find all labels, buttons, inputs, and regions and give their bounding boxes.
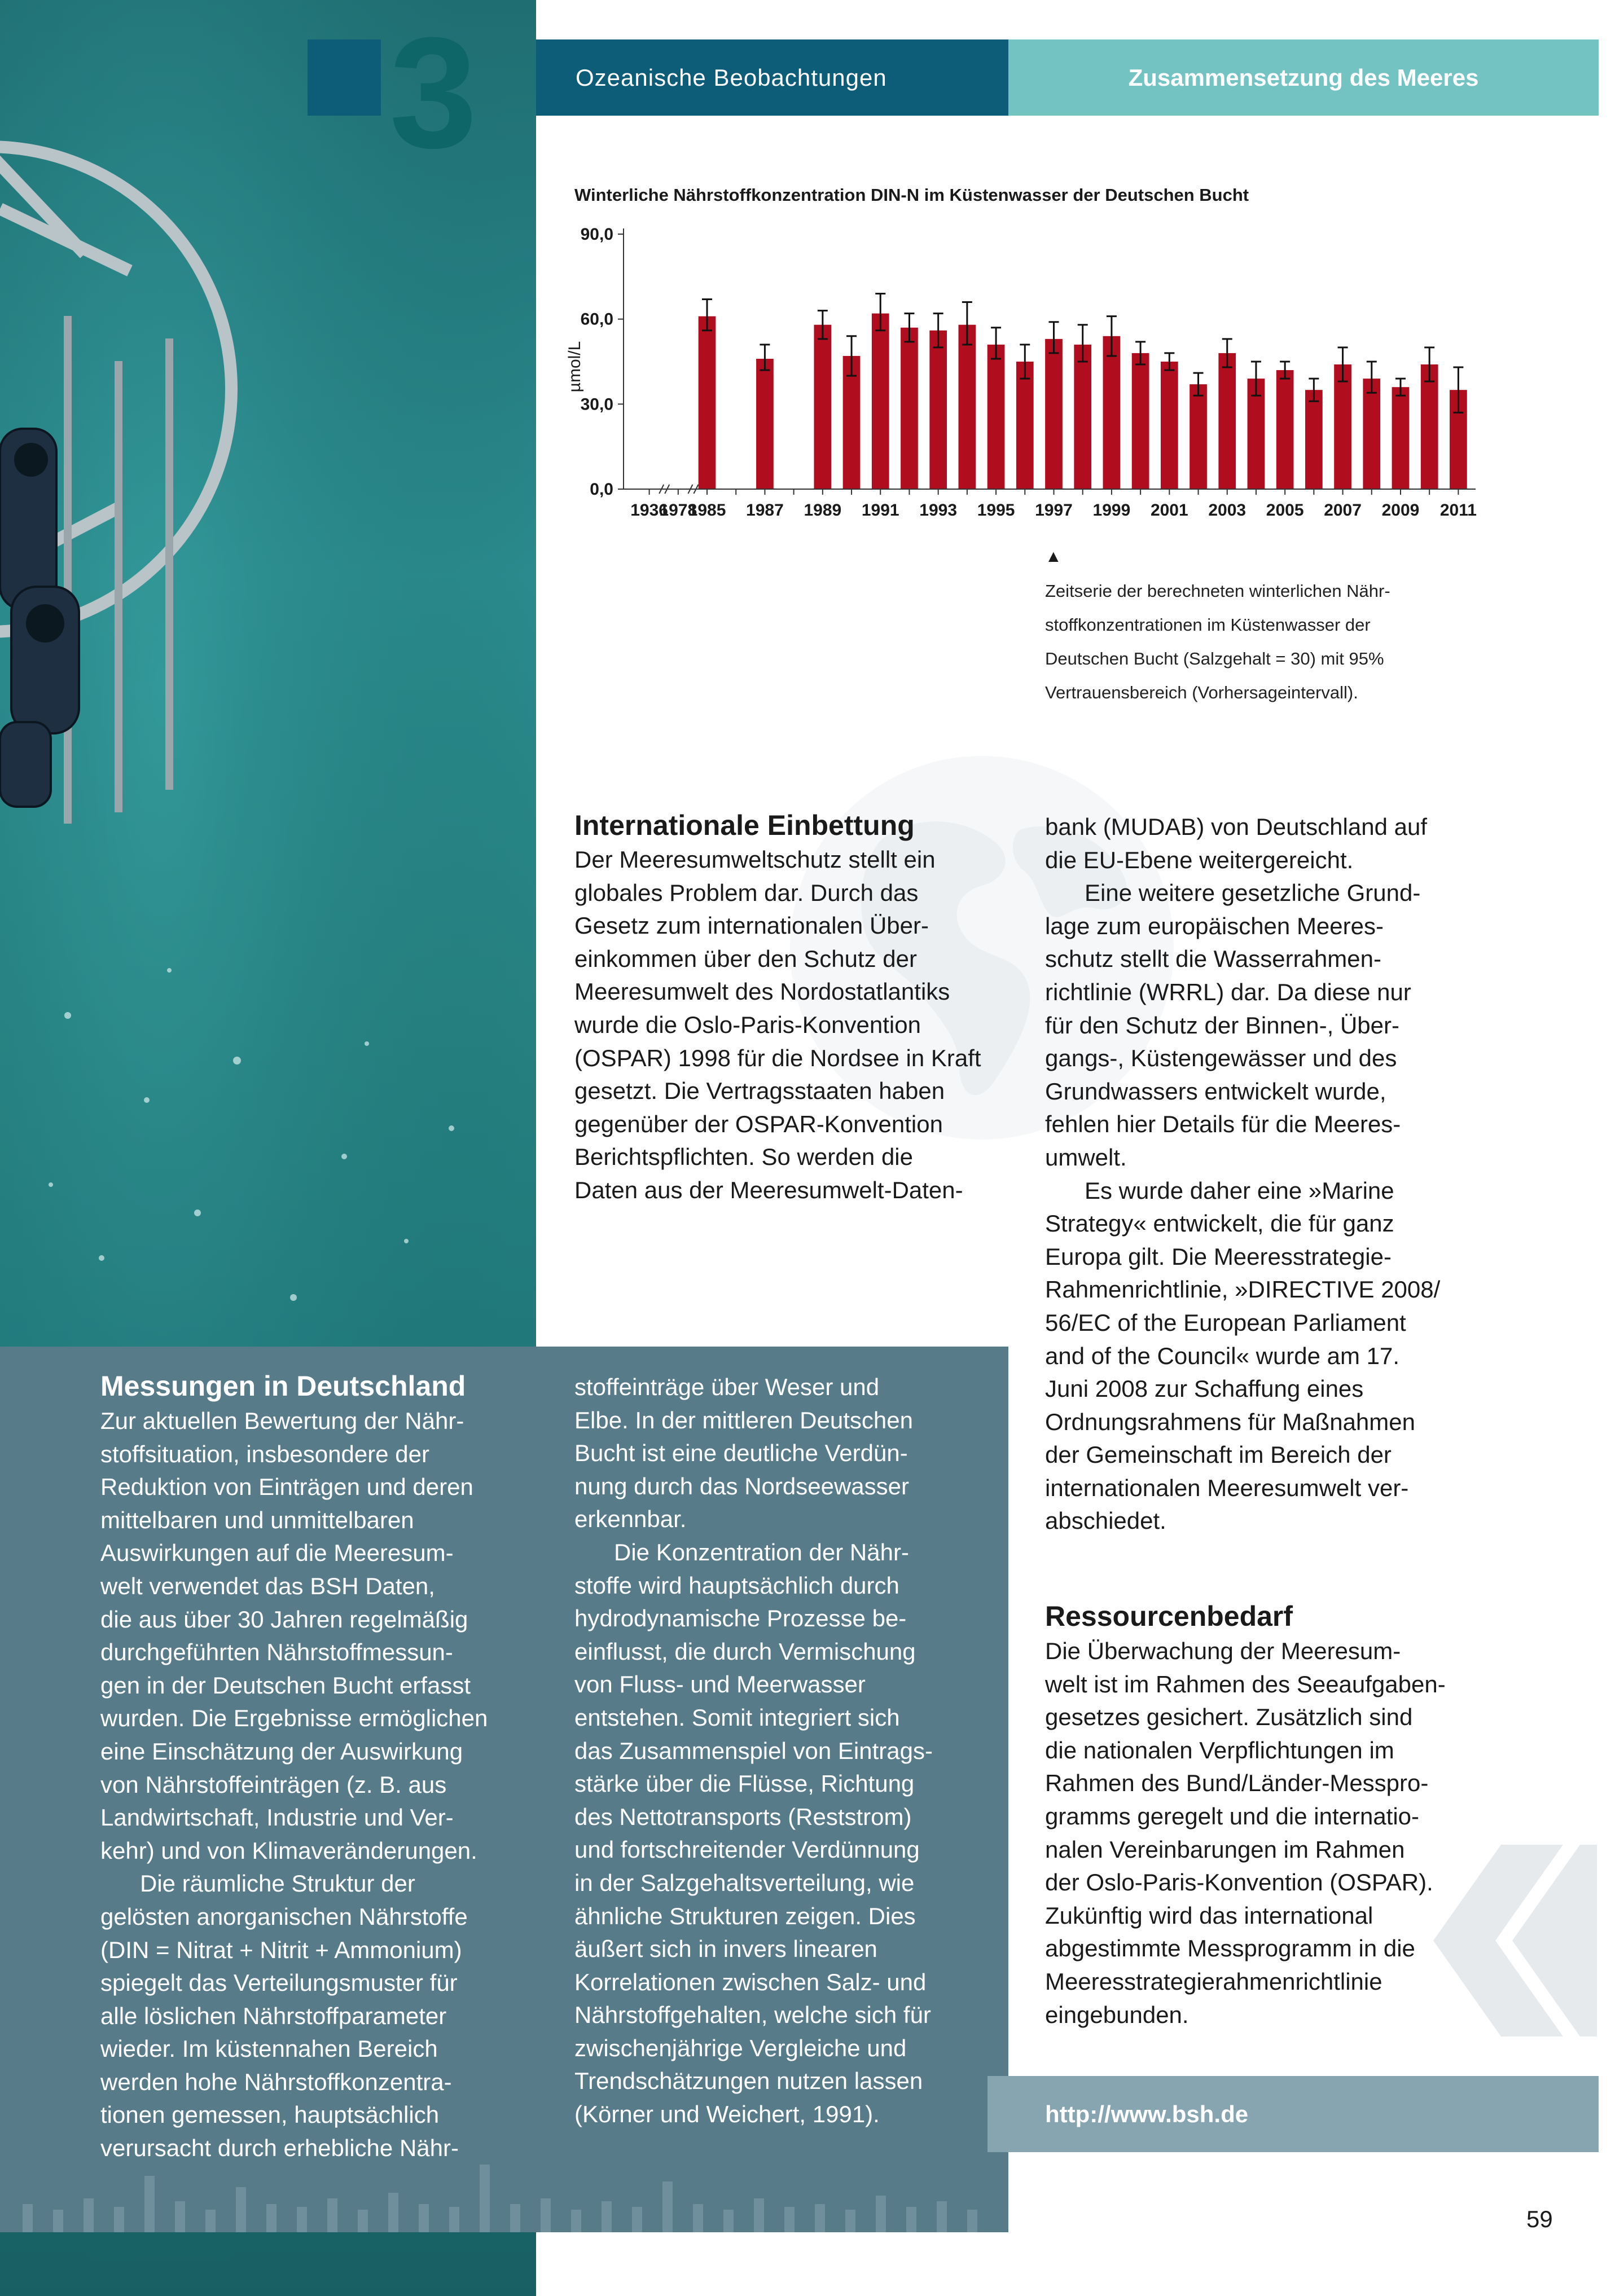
chart-y-tick-label: 90,0 [580, 225, 613, 244]
text-line: Elbe. In der mittleren Deutschen [574, 1406, 913, 1433]
chart-bar [1103, 336, 1121, 489]
messungen-column-1 [100, 1405, 541, 2165]
chapter-marker-bar [308, 39, 381, 116]
pattern-bar [815, 2204, 825, 2232]
pattern-bar [358, 2210, 368, 2232]
chart-x-tick-label: 2003 [1208, 501, 1246, 520]
text-line: stoffe wird hauptsächlich durch [574, 1572, 899, 1599]
section-header-left: Ozeanische Beobachtungen [536, 39, 1008, 116]
chart-bar [1016, 362, 1034, 489]
pattern-bar [84, 2198, 94, 2232]
chart-y-tick-label: 60,0 [580, 310, 613, 329]
pattern-bar [297, 2207, 307, 2232]
section-header-right: Zusammensetzung des Meeres [1008, 39, 1599, 116]
chart-x-tick-label: 2007 [1324, 501, 1362, 520]
text-line: ähnliche Strukturen zeigen. Dies [574, 1902, 916, 1929]
text-line: nalen Vereinbarungen im Rahmen [1045, 1836, 1405, 1863]
pattern-bar [53, 2210, 63, 2232]
text-line: Die räumliche Struktur der [140, 1870, 415, 1897]
caption-line: stoffkonzentrationen im Küstenwasser der [1045, 615, 1371, 635]
chart-bar [1421, 364, 1438, 489]
text-line: mittelbaren und unmittelbaren [100, 1506, 414, 1533]
text-line: alle löslichen Nährstoffparameter [100, 2002, 447, 2029]
text-line: einflusst, die durch Vermischung [574, 1638, 916, 1665]
text-line: internationalen Meeresumwelt ver- [1045, 1474, 1409, 1501]
text-line: Eine weitere gesetzliche Grund- [1085, 879, 1421, 907]
pattern-bar [327, 2198, 337, 2232]
text-line: umwelt. [1045, 1143, 1127, 1171]
pattern-bar [662, 2181, 673, 2232]
pattern-bar [876, 2196, 886, 2232]
pattern-bar [144, 2176, 155, 2232]
text-line: von Nährstoffeinträgen (z. B. aus [100, 1771, 447, 1798]
chart-bar [929, 331, 947, 489]
pattern-bar [388, 2193, 398, 2232]
heading-internationale-einbettung: Internationale Einbettung [574, 810, 915, 841]
website-link[interactable]: http://www.bsh.de [987, 2076, 1599, 2152]
pattern-bar [602, 2201, 612, 2232]
text-line: Der Meeresumweltschutz stellt ein [574, 846, 936, 873]
text-line: Juni 2008 zur Schaffung eines [1045, 1375, 1364, 1402]
chart-x-tick-label: 1985 [688, 501, 726, 520]
text-line: Strategy« entwickelt, die für ganz [1045, 1210, 1394, 1237]
internationale-column-1 [574, 843, 1015, 1207]
text-line: äußert sich in invers linearen [574, 1936, 877, 1963]
text-line: abgestimmte Messprogramm in die [1045, 1935, 1415, 1962]
chart-bar [1363, 379, 1380, 489]
pattern-bar [510, 2204, 520, 2232]
text-line: Korrelationen zwischen Salz- und [574, 1968, 927, 1995]
text-line: eine Einschätzung der Auswirkung [100, 1738, 463, 1765]
chart-bar [756, 359, 774, 489]
chart-y-axis-label: µmol/L [565, 341, 584, 393]
chart-bar [959, 325, 976, 489]
pattern-bar [114, 2207, 124, 2232]
chart-bar [872, 314, 889, 489]
text-line: welt ist im Rahmen des Seeaufgaben- [1045, 1670, 1446, 1697]
chart-y-tick-label: 30,0 [580, 395, 613, 414]
pattern-bar [723, 2210, 734, 2232]
text-line: wieder. Im küstennahen Bereich [100, 2035, 438, 2062]
chart-x-tick-label: 2001 [1150, 501, 1188, 520]
text-line: Zur aktuellen Bewertung der Nähr- [100, 1407, 464, 1434]
chart-bar [1132, 353, 1149, 489]
text-line: Es wurde daher eine »Marine [1085, 1177, 1394, 1204]
chart-bar [901, 328, 918, 489]
text-line: gesetzes gesichert. Zusätzlich sind [1045, 1704, 1413, 1731]
text-line: Die Konzentration der Nähr- [614, 1538, 909, 1565]
chart-bar [1190, 384, 1207, 489]
pattern-bar [784, 2207, 795, 2232]
text-line: für den Schutz der Binnen-, Über- [1045, 1011, 1399, 1039]
page-number: 59 [1526, 2206, 1553, 2232]
pattern-bar [754, 2198, 764, 2232]
text-line: richtlinie (WRRL) dar. Da diese nur [1045, 978, 1411, 1005]
chart-bar [987, 345, 1005, 489]
text-line: einkommen über den Schutz der [574, 945, 918, 972]
text-line: durchgeführten Nährstoffmessun- [100, 1639, 453, 1666]
text-line: werden hohe Nährstoffkonzentra- [100, 2068, 452, 2095]
heading-messungen-in-deutschland: Messungen in Deutschland [100, 1370, 466, 1402]
text-line: entstehen. Somit integriert sich [574, 1704, 900, 1731]
pattern-bar [266, 2204, 276, 2232]
text-line: gelösten anorganischen Nährstoffe [100, 1903, 468, 1930]
text-line: Zukünftig wird das international [1045, 1902, 1373, 1929]
chart-x-tick-label: 1991 [861, 501, 899, 520]
chart-bar [1392, 387, 1410, 489]
chart-x-tick-label: 2005 [1266, 501, 1304, 520]
chart-x-tick-label: 1999 [1092, 501, 1131, 520]
text-line: spiegelt das Verteilungsmuster für [100, 1969, 458, 1996]
internationale-column-2 [1045, 811, 1553, 1538]
text-line: Auswirkungen auf die Meeresum- [100, 1540, 454, 1567]
pattern-bar [906, 2207, 916, 2232]
caption-line: Vertrauensbereich (Vorhersageintervall). [1045, 683, 1358, 702]
chart-x-tick-label: 2009 [1381, 501, 1420, 520]
text-line: (DIN = Nitrat + Nitrit + Ammonium) [100, 1936, 462, 1963]
text-line: nung durch das Nordseewasser [574, 1472, 910, 1499]
text-line: Rahmenrichtlinie, »DIRECTIVE 2008/ [1045, 1276, 1441, 1303]
pattern-bar [541, 2198, 551, 2232]
decorative-bar-pattern [23, 2161, 1004, 2232]
text-line: Trendschätzungen nutzen lassen [574, 2068, 923, 2095]
chart-bar [699, 316, 716, 489]
text-line: erkennbar. [574, 1506, 687, 1533]
text-line: die aus über 30 Jahren regelmäßig [100, 1606, 468, 1633]
caption-line: Deutschen Bucht (Salzgehalt = 30) mit 95% [1045, 649, 1384, 668]
chart-x-tick-label: 1987 [746, 501, 784, 520]
text-line: Die Überwachung der Meeresum- [1045, 1638, 1401, 1664]
text-line: Gesetz zum internationalen Über- [574, 912, 929, 939]
text-line: Europa gilt. Die Meeresstrategie- [1045, 1243, 1392, 1270]
text-line: stärke über die Flüsse, Richtung [574, 1770, 915, 1797]
text-line: (OSPAR) 1998 für die Nordsee in Kraft [574, 1044, 981, 1071]
text-line: hydrodynamische Prozesse be- [574, 1605, 907, 1632]
chart-x-tick-label: 1995 [977, 501, 1015, 520]
chart-bar [1161, 362, 1178, 489]
text-line: gramms geregelt und die internatio- [1045, 1802, 1420, 1829]
text-line: kehr) und von Klimaveränderungen. [100, 1837, 477, 1864]
text-line: die EU-Ebene weitergereicht. [1045, 846, 1354, 873]
pattern-bar [571, 2210, 581, 2232]
text-line: verursacht durch erhebliche Nähr- [100, 2135, 459, 2162]
chart-x-tick-label: 1978 [659, 501, 697, 520]
text-line: eingebunden. [1045, 2001, 1189, 2028]
chart-x-tick-label: 2011 [1439, 501, 1477, 520]
pattern-bar [937, 2201, 947, 2232]
pattern-bar [205, 2210, 216, 2232]
caption-line: Zeitserie der berechneten winterlichen Nähr- [1045, 581, 1390, 601]
text-line: abschiedet. [1045, 1507, 1166, 1534]
text-line: tionen gemessen, hauptsächlich [100, 2101, 440, 2128]
text-line: fehlen hier Details für die Meeres- [1045, 1111, 1401, 1138]
pattern-bar [23, 2204, 33, 2232]
text-line: Rahmen des Bund/Länder-Messpro- [1045, 1770, 1429, 1797]
text-line: Meeresumwelt des Nordostatlantiks [574, 978, 950, 1005]
text-line: stoffeinträge über Weser und [574, 1374, 880, 1400]
text-line: die nationalen Verpflichtungen im [1045, 1736, 1394, 1763]
text-line: des Nettotransports (Reststrom) [574, 1803, 912, 1830]
pattern-bar [175, 2201, 185, 2232]
text-line: das Zusammenspiel von Eintrags- [574, 1737, 933, 1764]
pattern-bar [449, 2207, 459, 2232]
text-line: bank (MUDAB) von Deutschland auf [1045, 813, 1427, 840]
text-line: Daten aus der Meeresumwelt-Daten- [574, 1176, 963, 1203]
pattern-bar [480, 2165, 490, 2232]
text-line: and of the Council« wurde am 17. [1045, 1342, 1400, 1369]
ressourcen-text [1045, 1635, 1553, 2031]
chart-y-tick-label: 0,0 [590, 480, 613, 499]
text-line: der Oslo-Paris-Konvention (OSPAR). [1045, 1869, 1433, 1896]
chart-bar [1074, 345, 1091, 489]
text-line: globales Problem dar. Durch das [574, 879, 919, 906]
text-line: Grundwassers entwickelt wurde, [1045, 1077, 1386, 1105]
chart-bar [1045, 339, 1063, 489]
text-line: gesetzt. Die Vertragsstaaten haben [574, 1077, 945, 1105]
text-line: stoffsituation, insbesondere der [100, 1440, 429, 1467]
pattern-bar [693, 2204, 703, 2232]
text-line: Landwirtschaft, Industrie und Ver- [100, 1804, 454, 1831]
chapter-number: 3 [389, 5, 474, 181]
pattern-bar [419, 2204, 429, 2232]
chart-bar [1334, 364, 1351, 489]
chart-bar [814, 325, 831, 489]
text-line: gegenüber der OSPAR-Konvention [574, 1110, 943, 1137]
pattern-bar [236, 2187, 246, 2232]
chart-bar [1276, 370, 1294, 489]
text-line: Meeresstrategierahmenrichtlinie [1045, 1968, 1382, 1995]
chart-x-tick-label: 1936 [630, 501, 668, 520]
text-line: Berichtspflichten. So werden die [574, 1143, 913, 1171]
text-line: Nährstoffgehalten, welche sich für [574, 2002, 931, 2029]
chart-bar [1305, 390, 1323, 489]
text-line: wurde die Oslo-Paris-Konvention [574, 1011, 921, 1038]
text-line: zwischenjährige Vergleiche und [574, 2034, 907, 2061]
text-line: lage zum europäischen Meeres- [1045, 912, 1384, 939]
messungen-column-2 [574, 1371, 1003, 2131]
text-line: Ordnungsrahmens für Maßnahmen [1045, 1408, 1415, 1435]
din-n-bar-chart [542, 209, 1501, 536]
caption-arrow-icon: ▲ [1045, 547, 1062, 566]
pattern-bar [845, 2210, 855, 2232]
text-line: welt verwendet das BSH Daten, [100, 1572, 435, 1599]
text-line: wurden. Die Ergebnisse ermöglichen [100, 1705, 488, 1732]
text-line: gangs-, Küstengewässer und des [1045, 1045, 1397, 1072]
text-line: der Gemeinschaft im Bereich der [1045, 1441, 1392, 1468]
text-line: Bucht ist eine deutliche Verdün- [574, 1440, 908, 1467]
pattern-bar [967, 2210, 977, 2232]
chart-bar [1218, 353, 1236, 489]
chart-title: Winterliche Nährstoffkonzentration DIN-N im Küstenwasser der Deutschen Bucht [574, 185, 1249, 205]
text-line: schutz stellt die Wasserrahmen- [1045, 945, 1381, 973]
text-line: von Fluss- und Meerwasser [574, 1671, 866, 1698]
text-line: 56/EC of the European Parliament [1045, 1309, 1406, 1336]
text-line: Reduktion von Einträgen und deren [100, 1474, 473, 1501]
chart-x-tick-label: 1993 [919, 501, 958, 520]
text-line: in der Salzgehaltsverteilung, wie [574, 1869, 915, 1896]
text-line: (Körner und Weichert, 1991). [574, 2101, 880, 2128]
heading-ressourcenbedarf: Ressourcenbedarf [1045, 1600, 1293, 1632]
chart-x-tick-label: 1997 [1035, 501, 1073, 520]
chart-x-tick-label: 1989 [804, 501, 842, 520]
pattern-bar [632, 2207, 642, 2232]
text-line: gen in der Deutschen Bucht erfasst [100, 1672, 471, 1699]
chart-caption [1045, 574, 1519, 710]
text-line: und fortschreitender Verdünnung [574, 1836, 920, 1863]
